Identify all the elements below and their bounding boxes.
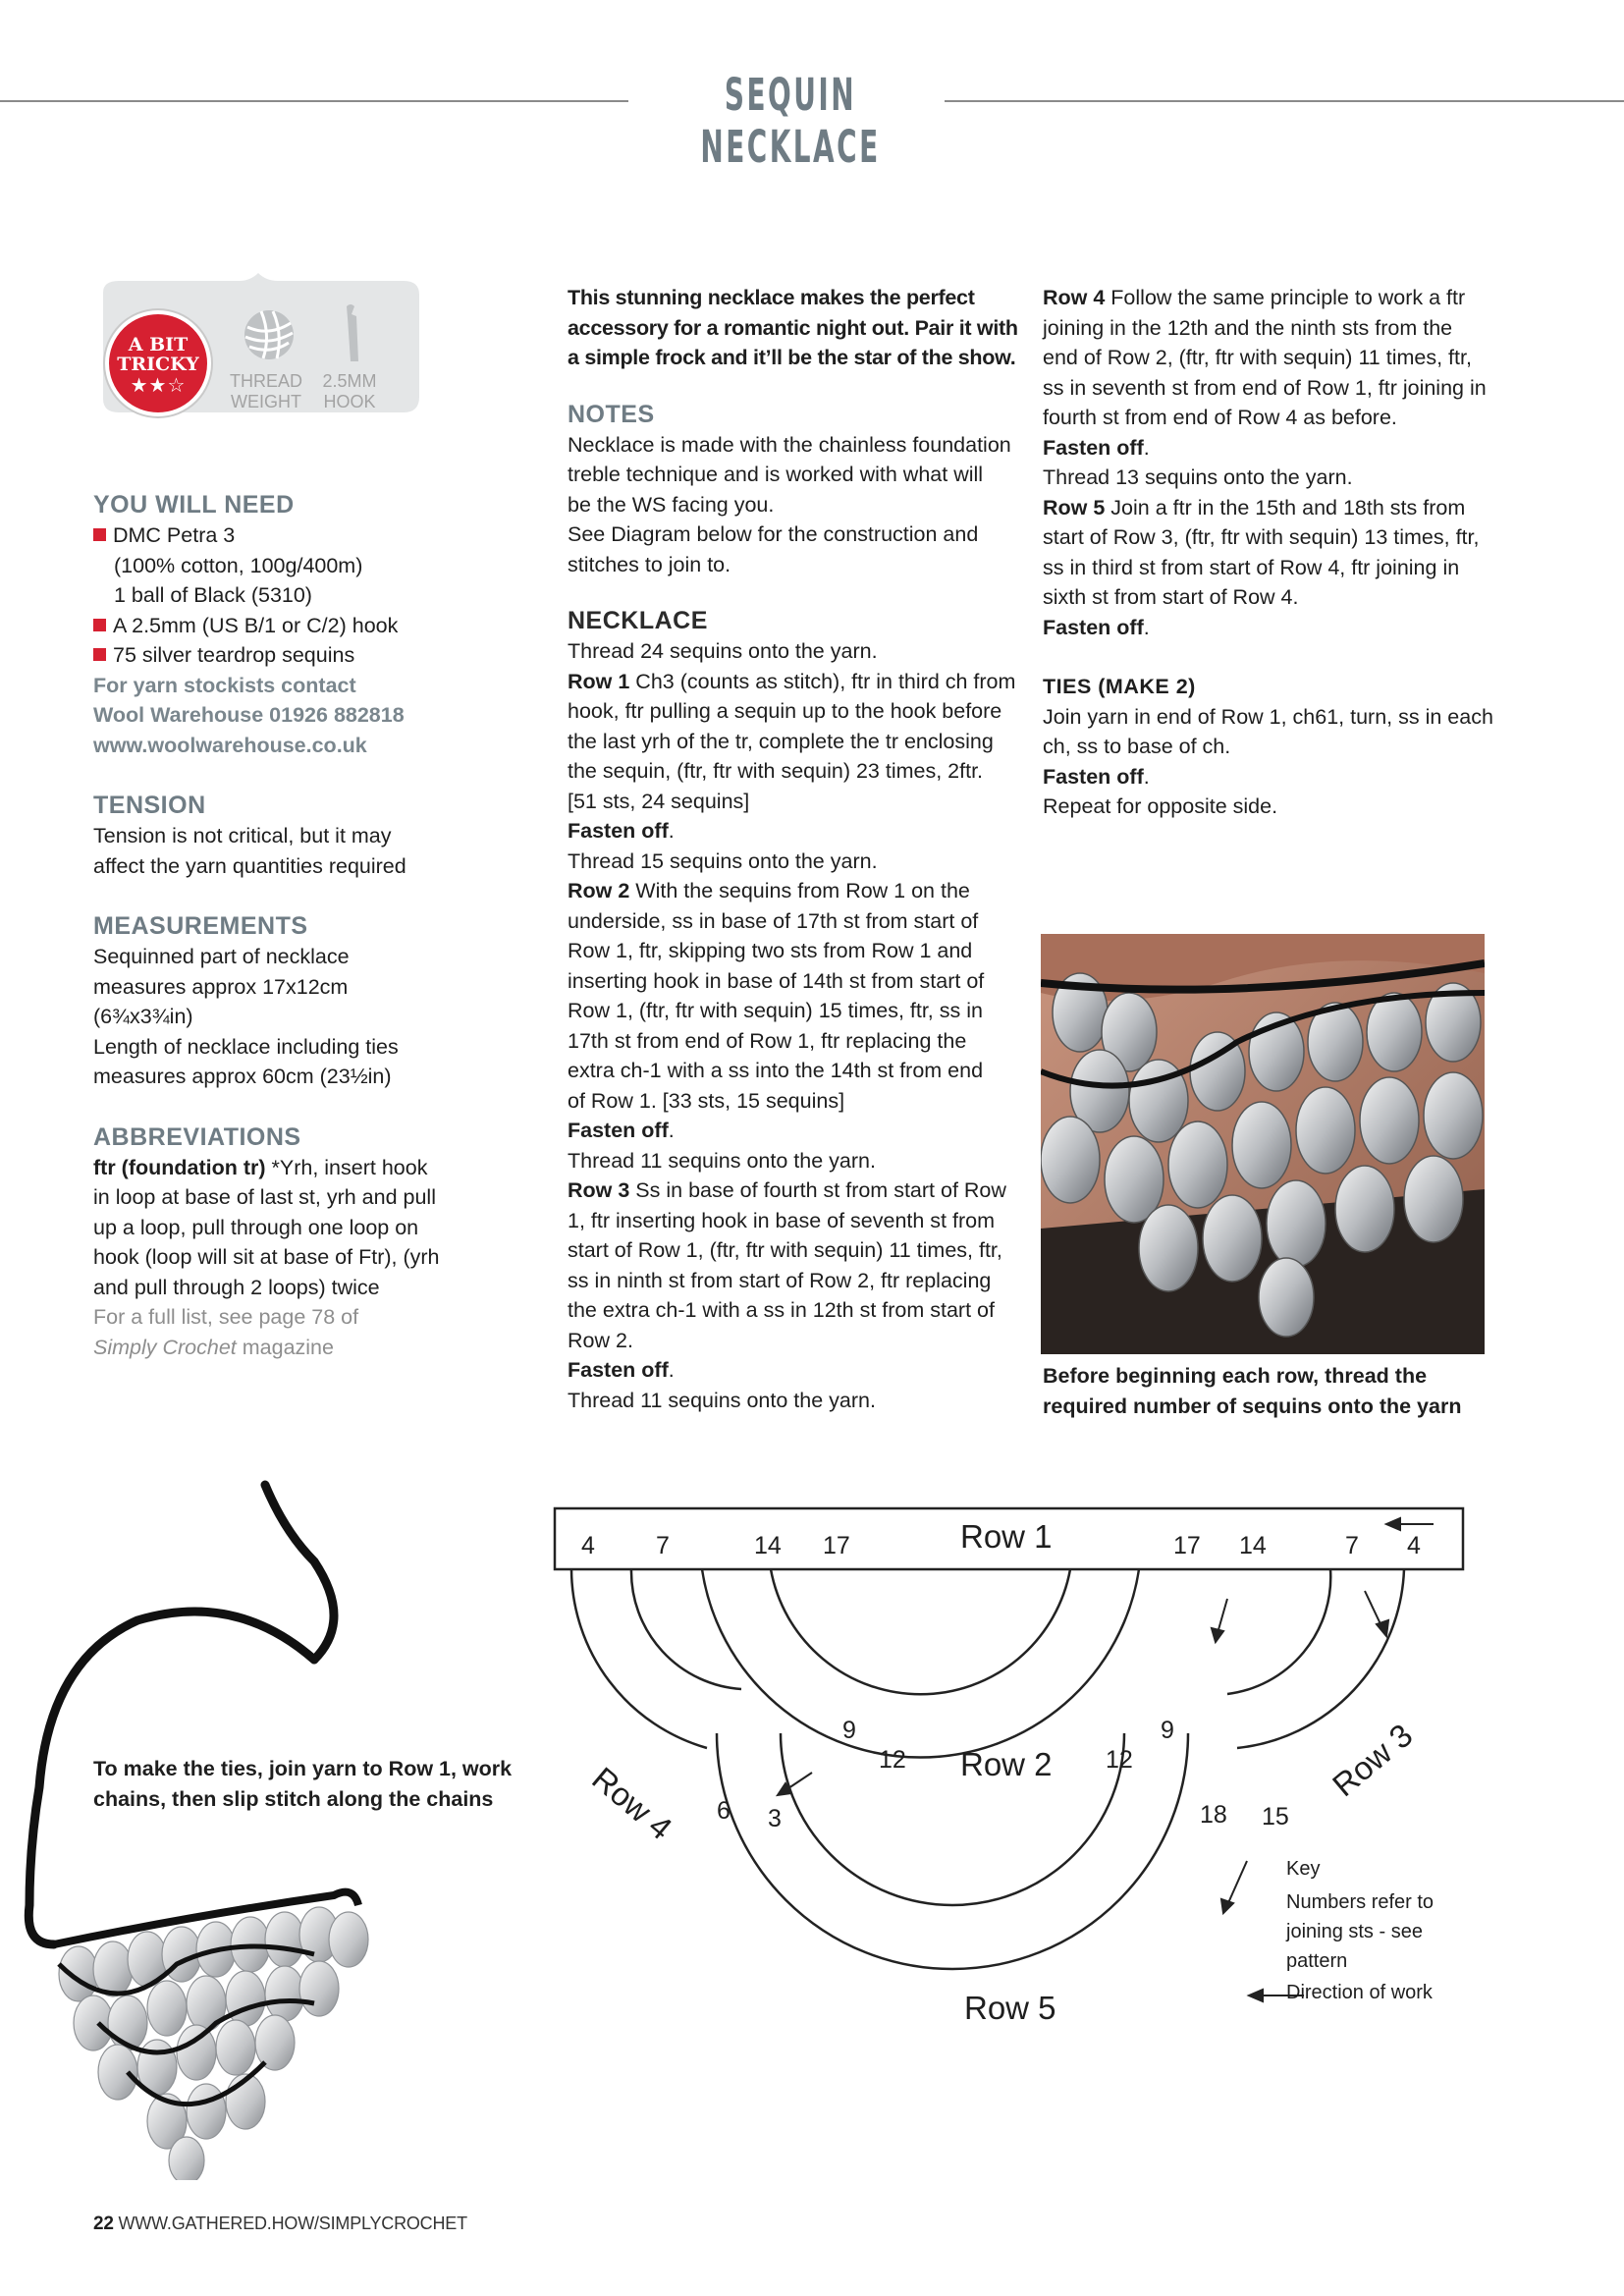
measurements-heading: MEASUREMENTS <box>93 912 308 940</box>
ties-caption: To make the ties, join yarn to Row 1, work chains, then slip stitch along the chains <box>93 1757 513 1811</box>
stockist-line: Wool Warehouse 01926 882818 <box>93 703 405 727</box>
yarn-ball-icon <box>242 307 297 362</box>
stitch-number: 17 <box>823 1532 850 1559</box>
notes-text: treble technique and is worked with what will <box>568 463 984 486</box>
stockist-line: For yarn stockists contact <box>93 673 356 697</box>
ties-heading: TIES (MAKE 2) <box>1043 675 1196 698</box>
seal-line-2: TRICKY <box>117 354 199 375</box>
difficulty-stars: ★★☆ <box>130 375 187 397</box>
pattern-text: the sequin, (ftr, ftr with sequin) 23 times, 2ftr. <box>568 759 984 783</box>
tension-text: affect the yarn quantities required <box>93 853 406 878</box>
fasten-off: Fasten off. <box>1043 435 1150 460</box>
abbreviation-text: up a loop, pull through one loop on <box>93 1215 419 1239</box>
pattern-text: underside, ss in base of 17th st from start of <box>568 908 979 933</box>
notes-text: stitches to join to. <box>568 552 731 576</box>
row-4-instruction: Row 4 Follow the same principle to work a ftr <box>1043 286 1466 309</box>
materials-item: 75 silver teardrop sequins <box>93 640 486 671</box>
tension-text: Tension is not critical, but it may <box>93 824 392 847</box>
pattern-text: ss in seventh st from end of Row 1, ftr joining in <box>1043 375 1487 400</box>
stitch-number: 12 <box>879 1746 906 1774</box>
diagram-key <box>1286 1854 1483 2007</box>
pattern-text: 17th st from end of Row 1, ftr replacing the <box>568 1028 967 1053</box>
difficulty-badge <box>91 273 427 425</box>
abbreviation-entry: ftr (foundation tr) *Yrh, insert hook <box>93 1155 428 1179</box>
header-rule-right <box>945 100 1624 102</box>
necklace-closeup-photo <box>1041 934 1485 1354</box>
abbreviation-text: and pull through 2 loops) twice <box>93 1275 380 1299</box>
pattern-text: Row 1, ftr, skipping two sts from Row 1 and <box>568 939 973 962</box>
abbreviation-note: For a full list, see page 78 of <box>93 1305 359 1329</box>
materials-item: A 2.5mm (US B/1 or C/2) hook <box>93 611 486 641</box>
row-2-label: Row 2 <box>960 1746 1053 1782</box>
necklace-with-ties-photo <box>20 1473 530 2180</box>
page-title: SEQUIN NECKLACE <box>700 69 881 173</box>
key-text: Numbers refer to <box>1286 1891 1435 1913</box>
pattern-text: start of Row 1, (ftr, ftr with sequin) 11 times, ftr, <box>568 1238 1002 1262</box>
pattern-text: Thread 13 sequins onto the yarn. <box>1043 465 1353 489</box>
pattern-text: the extra ch-1 with a ss in 12th st from start of <box>568 1298 995 1322</box>
footer-url[interactable]: WWW.GATHERED.HOW/SIMPLYCROCHET <box>118 2214 467 2233</box>
pattern-text: the last yrh of the tr, complete the tr enclosing <box>568 729 994 753</box>
ties-text: Join yarn in end of Row 1, ch61, turn, ss in each <box>1043 704 1493 729</box>
difficulty-seal <box>105 310 211 416</box>
stitch-number: 14 <box>754 1532 782 1559</box>
abbreviation-note: Simply Crochet magazine <box>93 1335 334 1359</box>
bullet-square-icon <box>93 648 106 661</box>
pattern-text: hook, ftr pulling a sequin up to the hook before <box>568 699 1002 723</box>
direction-arrow-row4 <box>785 1773 812 1790</box>
seal-line-1: A BIT <box>128 334 189 355</box>
intro-text: This stunning necklace makes the perfect <box>568 286 975 309</box>
row-5-instruction: Row 5 Join a ftr in the 15th and 18th sts from <box>1043 495 1466 519</box>
row-2-instruction: Row 2 With the sequins from Row 1 on the <box>568 879 970 902</box>
right-column <box>1043 283 1504 822</box>
row-3-label: Row 3 <box>1326 1716 1420 1804</box>
materials-detail: 1 ball of Black (5310) <box>114 583 312 607</box>
notes-text: See Diagram below for the construction and <box>568 522 979 546</box>
pattern-text: end of Row 2, (ftr, ftr with sequin) 11 times, ftr, <box>1043 346 1472 369</box>
pattern-text: Thread 24 sequins onto the yarn. <box>568 639 878 663</box>
row-1-instruction: Row 1 Ch3 (counts as stitch), ftr in third ch from <box>568 669 1016 693</box>
you-will-need-heading: YOU WILL NEED <box>93 491 295 519</box>
stitch-number: 15 <box>1262 1803 1289 1831</box>
pattern-text: 1, ftr inserting hook in base of seventh st from <box>568 1208 995 1232</box>
row-4-outer-arc <box>571 1569 707 1748</box>
ties-text: Repeat for opposite side. <box>1043 794 1278 818</box>
stockist-link[interactable]: www.woolwarehouse.co.uk <box>93 733 367 757</box>
stitch-number: 12 <box>1106 1746 1133 1774</box>
header-rule-left <box>0 100 628 102</box>
materials-detail: (100% cotton, 100g/400m) <box>114 553 363 577</box>
ties-text: ch, ss to base of ch. <box>1043 735 1231 758</box>
pattern-text: Thread 15 sequins onto the yarn. <box>568 848 878 873</box>
intro-text: a simple frock and it’ll be the star of the show. <box>568 346 1016 369</box>
key-text: pattern <box>1286 1950 1348 1972</box>
pattern-text: Thread 11 sequins onto the yarn. <box>568 1388 876 1412</box>
row-5-inner-arc <box>781 1733 1124 1905</box>
direction-arrow-row5 <box>1227 1861 1247 1905</box>
stitch-number: 3 <box>768 1805 782 1832</box>
pattern-text: extra ch-1 with a ss into the 14th st from end <box>568 1059 984 1082</box>
notes-heading: NOTES <box>568 400 655 428</box>
stitch-number: 6 <box>717 1797 731 1825</box>
intro-text: accessory for a romantic night out. Pair it with <box>568 315 1018 340</box>
row-2-inner-arc <box>771 1569 1070 1694</box>
pattern-text: Thread 11 sequins onto the yarn. <box>568 1148 876 1173</box>
pattern-text: Row 2. <box>568 1328 633 1352</box>
row-4-inner-arc <box>631 1569 741 1689</box>
measurements-text: measures approx 17x12cm <box>93 974 349 999</box>
notes-text: Necklace is made with the chainless foundation <box>568 432 1011 457</box>
page-number: 22 <box>93 2214 114 2234</box>
abbreviations-heading: ABBREVIATIONS <box>93 1122 301 1151</box>
pattern-text: fourth st from end of Row 4 as before. <box>1043 406 1397 429</box>
measurements-text: Length of necklace including ties <box>93 1034 399 1059</box>
pattern-text: inserting hook in base of 14th st from start of <box>568 968 985 993</box>
crochet-hook-icon <box>337 302 366 365</box>
row-1-label: Row 1 <box>960 1518 1053 1555</box>
pattern-text: start of Row 3, (ftr, ftr with sequin) 13 times, ftr, <box>1043 525 1480 549</box>
notes-text: be the WS facing you. <box>568 492 775 517</box>
stitch-number: 9 <box>1161 1717 1174 1744</box>
measurements-text: measures approx 60cm (23½in) <box>93 1065 392 1088</box>
row-3-instruction: Row 3 Ss in base of fourth st from start of Row <box>568 1178 1006 1202</box>
fasten-off: Fasten off. <box>1043 764 1150 789</box>
stitch-number: 4 <box>581 1532 595 1559</box>
left-column <box>93 489 486 1362</box>
pattern-text: [51 sts, 24 sequins] <box>568 789 750 813</box>
page-footer <box>93 2214 467 2235</box>
pattern-text: ss in third st from start of Row 4, ftr joining in <box>1043 555 1460 579</box>
key-title: Key <box>1286 1858 1321 1880</box>
stitch-number: 7 <box>656 1532 670 1559</box>
key-text: joining sts - see <box>1286 1921 1423 1942</box>
bullet-square-icon <box>93 619 106 631</box>
pattern-text: Row 1, (ftr, ftr with sequin) 15 times, ftr, ss in <box>568 999 983 1022</box>
middle-column <box>568 283 1029 1415</box>
row-5-label: Row 5 <box>964 1990 1056 2026</box>
fasten-off: Fasten off. <box>568 819 675 843</box>
abbreviation-text: hook (loop will sit at base of Ftr), (yrh <box>93 1245 440 1269</box>
stitch-number: 17 <box>1173 1532 1201 1559</box>
stitch-number: 18 <box>1200 1801 1227 1829</box>
pattern-text: of Row 1. [33 sts, 15 sequins] <box>568 1088 845 1113</box>
row-4-label: Row 4 <box>585 1760 679 1847</box>
materials-item: DMC Petra 3 <box>93 520 486 551</box>
pattern-text: ss in ninth st from start of Row 2, ftr replacing <box>568 1268 992 1292</box>
row-3-outer-arc <box>1237 1569 1404 1748</box>
hook-size-label: 2.5MM HOOK <box>322 371 377 411</box>
tension-heading: TENSION <box>93 792 206 819</box>
pattern-text: sixth st from start of Row 4. <box>1043 585 1299 609</box>
sequin-closeup-drawing <box>1041 934 1485 1354</box>
necklace-heading: NECKLACE <box>568 607 708 634</box>
row-2-outer-arc <box>702 1569 1139 1758</box>
measurements-text: (6¾x3¾in) <box>93 1005 193 1028</box>
pattern-text: joining in the 12th and the ninth sts from the <box>1043 315 1453 340</box>
stitch-number: 4 <box>1407 1532 1421 1559</box>
stitch-number: 9 <box>842 1717 856 1744</box>
key-direction-label: Direction of work <box>1286 1982 1433 2003</box>
direction-arrow-row2 <box>1218 1599 1227 1633</box>
fasten-off: Fasten off. <box>568 1358 675 1382</box>
photo-caption: Before beginning each row, thread the required number of sequins onto the yarn <box>1043 1364 1462 1418</box>
necklace-ties-drawing <box>20 1473 530 2180</box>
abbreviation-text: in loop at base of last st, yrh and pull <box>93 1185 436 1209</box>
fasten-off: Fasten off. <box>568 1119 675 1142</box>
thread-weight-label: THREAD WEIGHT <box>229 371 302 411</box>
fasten-off: Fasten off. <box>1043 615 1150 639</box>
row-3-inner-arc <box>1227 1569 1330 1694</box>
bullet-square-icon <box>93 528 106 541</box>
measurements-text: Sequinned part of necklace <box>93 945 350 968</box>
stitch-number: 7 <box>1345 1532 1359 1559</box>
stitch-number: 14 <box>1239 1532 1267 1559</box>
